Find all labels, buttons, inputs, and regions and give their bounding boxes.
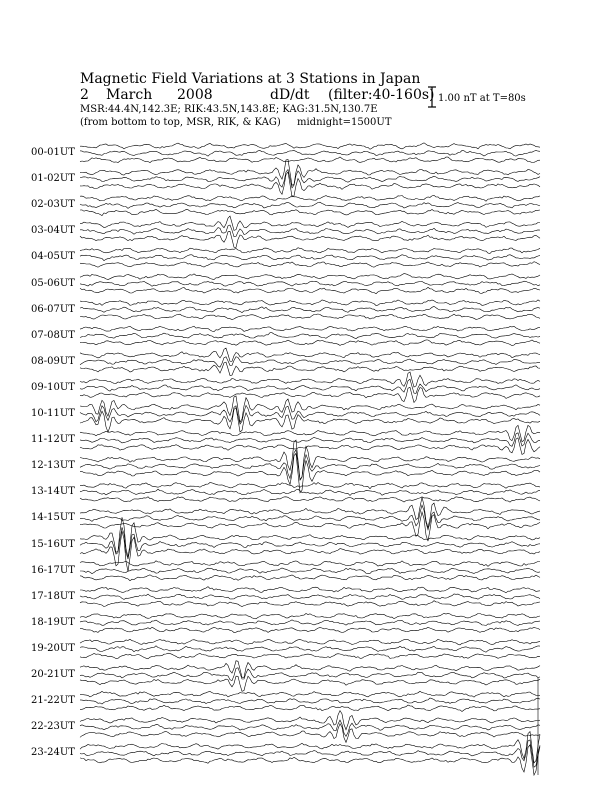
trace-KAG-13-14UT [80, 483, 540, 489]
midnight-note: midnight=1500UT [297, 117, 392, 128]
hour-label-07-08UT: 07-08UT [31, 329, 75, 341]
trace-KAG-00-01UT [80, 143, 540, 150]
trace-KAG-16-17UT [80, 561, 540, 567]
trace-KAG-07-08UT [80, 326, 540, 332]
hour-label-19-20UT: 19-20UT [31, 642, 75, 654]
hour-label-16-17UT: 16-17UT [31, 564, 75, 576]
trace-KAG-10-11UT [80, 396, 540, 422]
trace-MSR-22-23UT [80, 724, 540, 743]
trace-MSR-13-14UT [80, 497, 540, 502]
trace-MSR-17-18UT [80, 601, 540, 607]
trace-MSR-00-01UT [80, 157, 540, 163]
trace-RIK-19-20UT [80, 646, 540, 652]
hour-label-15-16UT: 15-16UT [31, 538, 75, 550]
hour-label-14-15UT: 14-15UT [31, 512, 75, 524]
hour-label-08-09UT: 08-09UT [31, 355, 75, 367]
trace-MSR-19-20UT [80, 653, 540, 659]
trace-KAG-21-22UT [80, 691, 540, 697]
trace-RIK-16-17UT [80, 568, 540, 574]
hour-label-17-18UT: 17-18UT [31, 590, 75, 602]
trace-MSR-18-19UT [80, 627, 540, 632]
trace-MSR-12-13UT [80, 453, 540, 493]
trace-KAG-08-09UT [80, 348, 540, 361]
trace-RIK-04-05UT [80, 255, 540, 261]
trace-RIK-21-22UT [80, 698, 540, 704]
trace-MSR-15-16UT [80, 531, 540, 571]
trace-RIK-06-07UT [80, 306, 540, 312]
trace-RIK-00-01UT [80, 151, 540, 157]
filter-label: (filter:40-160s) [328, 87, 435, 103]
stations-line: MSR:44.4N,142.3E; RIK:43.5N,143.8E; KAG:31.5N,130.7E [80, 104, 378, 115]
trace-KAG-01-02UT [80, 159, 540, 185]
trace-MSR-11-12UT [80, 438, 540, 455]
trace-MSR-10-11UT [80, 408, 540, 433]
trace-KAG-19-20UT [80, 639, 540, 645]
trace-MSR-16-17UT [80, 575, 540, 581]
hour-label-09-10UT: 09-10UT [31, 381, 75, 393]
trace-RIK-12-13UT [80, 450, 540, 480]
trace-RIK-03-04UT [80, 225, 540, 237]
hour-label-22-23UT: 22-23UT [31, 721, 75, 733]
hour-label-18-19UT: 18-19UT [31, 616, 75, 628]
date-year: 2008 [177, 87, 213, 103]
hour-label-23-24UT: 23-24UT [31, 747, 75, 759]
hour-label-03-04UT: 03-04UT [31, 225, 75, 237]
trace-KAG-09-10UT [80, 372, 540, 387]
chart-title: Magnetic Field Variations at 3 Stations in Japan [80, 71, 421, 87]
trace-RIK-05-06UT [80, 281, 540, 286]
hour-label-20-21UT: 20-21UT [31, 669, 75, 680]
hour-label-10-11UT: 10-11UT [31, 408, 75, 419]
hour-label-13-14UT: 13-14UT [31, 486, 75, 498]
trace-MSR-02-03UT [80, 209, 540, 215]
trace-RIK-01-02UT [80, 170, 540, 188]
trace-MSR-09-10UT [80, 387, 540, 402]
trace-KAG-04-05UT [80, 248, 540, 254]
trace-RIK-17-18UT [80, 594, 540, 600]
hour-label-06-07UT: 06-07UT [31, 303, 75, 315]
trace-KAG-06-07UT [80, 300, 540, 306]
trace-MSR-08-09UT [80, 362, 540, 375]
trace-RIK-08-09UT [80, 357, 540, 368]
trace-RIK-07-08UT [80, 333, 540, 339]
trace-KAG-05-06UT [80, 274, 540, 280]
hour-label-01-02UT: 01-02UT [31, 173, 75, 185]
scale-bar-label: 1.00 nT at T=80s [438, 93, 526, 104]
trace-MSR-05-06UT [80, 287, 540, 293]
trace-KAG-15-16UT [80, 517, 540, 557]
trace-MSR-23-24UT [80, 745, 540, 775]
date-day: 2 [80, 87, 89, 103]
hour-label-00-01UT: 00-01UT [31, 147, 75, 158]
trace-RIK-13-14UT [80, 489, 540, 495]
hour-label-11-12UT: 11-12UT [31, 434, 75, 446]
trace-MSR-07-08UT [80, 340, 540, 346]
trace-RIK-10-11UT [80, 405, 540, 424]
trace-RIK-09-10UT [80, 379, 540, 393]
trace-KAG-14-15UT [80, 497, 540, 527]
trace-MSR-20-21UT [80, 676, 540, 691]
hour-label-02-03UT: 02-03UT [31, 199, 75, 211]
trace-RIK-18-19UT [80, 620, 540, 626]
trace-KAG-18-19UT [80, 613, 540, 619]
component-label: dD/dt [270, 87, 310, 103]
date-month: March [106, 87, 153, 103]
order-note: (from bottom to top, MSR, RIK, & KAG) [80, 117, 281, 128]
trace-MSR-06-07UT [80, 314, 540, 320]
hour-label-12-13UT: 12-13UT [31, 460, 75, 472]
trace-KAG-20-21UT [80, 661, 540, 678]
hour-label-21-22UT: 21-22UT [31, 695, 75, 707]
scale-bar [428, 87, 436, 107]
trace-KAG-02-03UT [80, 195, 540, 201]
trace-MSR-03-04UT [80, 231, 540, 247]
trace-RIK-20-21UT [80, 668, 540, 681]
trace-KAG-03-04UT [80, 216, 540, 230]
hour-label-04-05UT: 04-05UT [31, 251, 75, 263]
trace-RIK-15-16UT [80, 527, 540, 559]
hour-label-05-06UT: 05-06UT [31, 277, 75, 289]
trace-RIK-02-03UT [80, 202, 540, 208]
trace-KAG-23-24UT [80, 732, 540, 763]
trace-MSR-04-05UT [80, 262, 540, 268]
trace-MSR-21-22UT [80, 705, 540, 712]
trace-KAG-17-18UT [80, 587, 540, 593]
trace-MSR-01-02UT [80, 172, 540, 197]
trace-RIK-23-24UT [80, 740, 540, 767]
